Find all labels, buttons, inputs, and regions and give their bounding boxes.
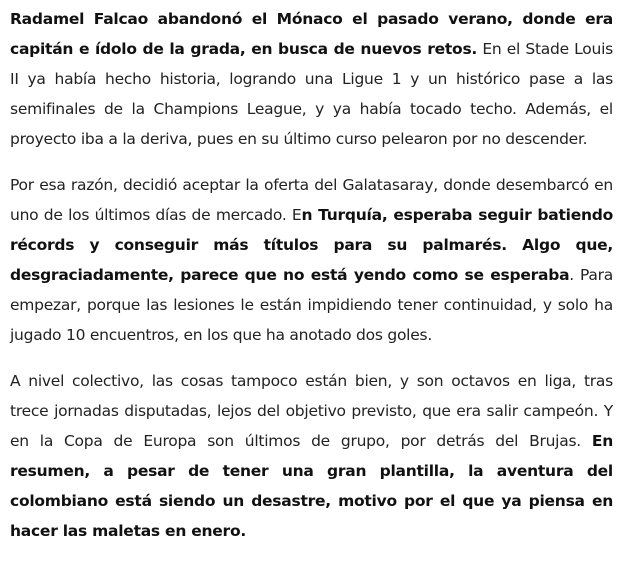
paragraph-2-text-start: Por esa razón, decidió aceptar la oferta del Galatasaray, donde desembarcó en uno de los últimos días de mercado. E bbox=[10, 176, 613, 224]
paragraph-1-text: En el Stade Louis II ya había hecho historia, logrando una Ligue 1 y un histórico pase a las semifinales de la Champions League, y ya había tocado techo. Además, el proyecto iba a la deriva, pues en su último curso pelearon por no descender. bbox=[10, 40, 613, 148]
paragraph-2 bbox=[10, 170, 613, 350]
paragraph-1 bbox=[10, 4, 613, 154]
paragraph-3-text: A nivel colectivo, las cosas tampoco están bien, y son octavos en liga, tras trece jornadas disputadas, lejos del objetivo previsto, que era salir campeón. Y en la Copa de Europa son últimos de grupo, por detrás del Brujas. bbox=[10, 372, 613, 450]
paragraph-2-text-end: . Para empezar, porque las lesiones le están impidiendo tener continuidad, y solo ha jugado 10 encuentros, en los que ha anotado dos goles. bbox=[10, 266, 614, 344]
paragraph-2-bold-highlight: n Turquía, esperaba seguir batiendo récords y conseguir más títulos para su palmarés. Algo que, desgraciadamente, parece que no está yendo como se esperaba bbox=[10, 206, 613, 284]
paragraph-1-bold-lead: Radamel Falcao abandonó el Mónaco el pasado verano, donde era capitán e ídolo de la grada, en busca de nuevos retos. bbox=[10, 10, 613, 58]
paragraph-3 bbox=[10, 366, 613, 546]
paragraph-3-bold-conclusion: En resumen, a pesar de tener una gran plantilla, la aventura del colombiano está siendo un desastre, motivo por el que ya piensa en hacer las maletas en enero. bbox=[10, 432, 613, 540]
